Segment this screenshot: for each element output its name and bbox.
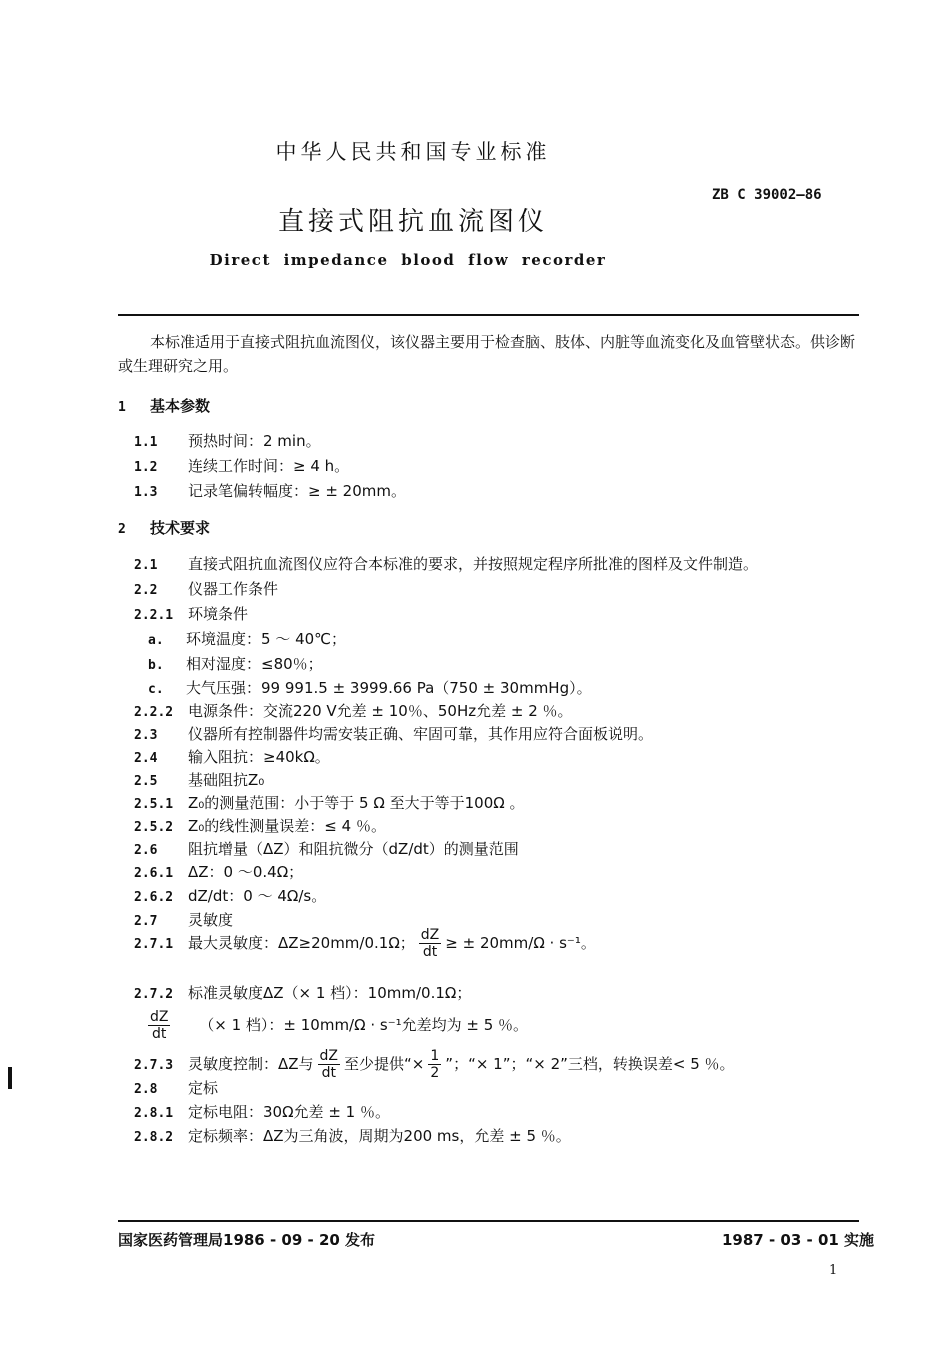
document-title-english: Direct impedance blood flow recorder (209, 251, 607, 269)
clause-number: 2.6.1 (134, 866, 174, 881)
clause-continuation (144, 1007, 528, 1043)
clause-number: 2.8.2 (134, 1130, 174, 1145)
item-text: 环境温度：5 ～ 40℃； (186, 630, 347, 648)
clause-text: 环境条件 (188, 605, 249, 623)
clause-number: 2.4 (134, 751, 158, 766)
section-title: 基本参数 (150, 397, 211, 415)
fraction-dz-dt (318, 1048, 340, 1081)
clause (134, 431, 321, 453)
item-text: 大气压强：99 991.5 ± 3999.66 Pa（750 ± 30mmHg）。 (186, 679, 592, 697)
clause (134, 554, 758, 576)
clause-text: 输入阻抗：≥40kΩ。 (188, 748, 330, 766)
clause-text: Z₀的测量范围：小于等于 5 Ω 至大于等于100Ω 。 (188, 794, 525, 812)
clause (134, 886, 326, 908)
document-title: 直接式阻抗血流图仪 (277, 207, 548, 237)
clause-number: 2.5 (134, 774, 158, 789)
clause-text: Z₀的线性测量误差：≤ 4 ％。 (188, 817, 386, 835)
clause-text: 标准灵敏度ΔZ（× 1 档）：10mm/0.1Ω； (188, 984, 472, 1002)
clause-number: 1.2 (134, 460, 158, 475)
sub-item (148, 629, 346, 651)
clause-text: ”；“× 1”；“× 2”三档，转换误差< 5 ％。 (445, 1055, 735, 1073)
clause-text: 预热时间：2 min。 (188, 432, 321, 450)
clause (134, 579, 278, 601)
clause-text: 基础阻抗Z₀ (188, 771, 265, 789)
clause-number: 2.7 (134, 914, 158, 929)
clause-number: 2.1 (134, 558, 158, 573)
clause (134, 481, 406, 503)
effective-date: 1987 - 03 - 01 实施 (722, 1231, 875, 1249)
section-number: 2 (118, 522, 126, 537)
clause (134, 724, 653, 746)
clause-text: 最大灵敏度：ΔZ≥20mm/0.1Ω； (188, 934, 415, 952)
fraction-numerator: dZ (150, 1009, 169, 1025)
clause-text: ΔZ：0 ～0.4Ω； (188, 863, 304, 881)
clause-number: 1.3 (134, 485, 158, 500)
section-number: 1 (118, 400, 126, 415)
clause (134, 604, 248, 626)
clause-number: 2.5.2 (134, 820, 174, 835)
footer-divider (118, 1220, 859, 1222)
clause (134, 456, 349, 478)
clause-text: 仪器工作条件 (188, 580, 279, 598)
clause (134, 1126, 571, 1148)
clause-number: 2.2.1 (134, 608, 174, 623)
clause (134, 816, 386, 838)
clause-text: 定标频率：ΔZ为三角波，周期为200 ms，允差 ± 5 ％。 (188, 1127, 571, 1145)
clause-number: 2.2.2 (134, 705, 174, 720)
clause-number: 2.8.1 (134, 1106, 174, 1121)
clause-text: 记录笔偏转幅度：≥ ± 20mm。 (188, 482, 406, 500)
fraction-dz-dt (148, 1009, 170, 1042)
standard-type: 中华人民共和国专业标准 (275, 140, 551, 164)
clause-text: ≥ ± 20mm/Ω · s⁻¹。 (445, 934, 596, 952)
scan-edge-mark (8, 1067, 12, 1089)
clause-text: 连续工作时间：≥ 4 h。 (188, 457, 350, 475)
fraction-numerator: dZ (420, 927, 440, 943)
fraction-one-half (428, 1048, 441, 1081)
item-letter: c. (148, 682, 164, 697)
clause-number: 2.6.2 (134, 890, 174, 905)
intro-paragraph: 本标准适用于直接式阻抗血流图仪，该仪器主要用于检查脑、肢体、内脏等血流变化及血管壁状态。供诊断或生理研究之用。 (118, 333, 856, 375)
clause-number: 2.3 (134, 728, 158, 743)
fraction-numerator: 1 (430, 1048, 440, 1064)
clause-number: 2.5.1 (134, 797, 174, 812)
fraction-denominator: dt (152, 1026, 167, 1042)
fraction-dz-dt (419, 927, 441, 960)
clause-text: dZ/dt：0 ～ 4Ω/s。 (188, 887, 327, 905)
clause (134, 983, 471, 1005)
section-heading (118, 518, 210, 540)
clause (134, 770, 264, 792)
clause-text: 定标 (188, 1079, 219, 1097)
clause (134, 1102, 390, 1124)
clause-number: 2.6 (134, 843, 158, 858)
clause (134, 839, 519, 861)
clause-number: 2.7.2 (134, 987, 174, 1002)
fraction-denominator: dt (321, 1065, 336, 1081)
item-letter: a. (148, 633, 164, 648)
section-title: 技术要求 (150, 519, 211, 537)
fraction-numerator: dZ (319, 1048, 339, 1064)
clause (134, 701, 573, 723)
item-letter: b. (148, 658, 164, 673)
item-text: 相对湿度：≤80％； (186, 655, 323, 673)
clause-text: （× 1 档）：± 10mm/Ω · s⁻¹允差均为 ± 5 ％。 (199, 1016, 529, 1034)
clause-text: 电源条件：交流220 V允差 ± 10％、50Hz允差 ± 2 ％。 (188, 702, 573, 720)
clause (134, 1078, 218, 1100)
clause-number: 2.7.3 (134, 1058, 174, 1073)
sub-item (148, 678, 592, 700)
clause-text: 灵敏度 (188, 911, 234, 929)
header-divider (118, 314, 859, 316)
fraction-denominator: 2 (430, 1065, 440, 1081)
clause-text: 定标电阻：30Ω允差 ± 1 ％。 (188, 1103, 390, 1121)
fraction-denominator: dt (422, 944, 438, 960)
clause-number: 2.2 (134, 583, 158, 598)
clause-text: 仪器所有控制器件均需安装正确、牢固可靠，其作用应符合面板说明。 (188, 725, 654, 743)
page-number: 1 (829, 1263, 838, 1278)
clause-number: 2.8 (134, 1082, 158, 1097)
clause-sensitivity-control (134, 1046, 735, 1084)
issue-date: 国家医药管理局1986 - 09 - 20 发布 (118, 1231, 376, 1249)
clause-text: 至少提供“× (344, 1055, 425, 1073)
clause-text: 灵敏度控制：ΔZ与 (188, 1055, 314, 1073)
section-heading (118, 396, 210, 418)
standard-code: ZB C 39002—86 (712, 187, 822, 203)
clause-max-sensitivity (134, 926, 596, 962)
clause (134, 862, 303, 884)
clause-text: 直接式阻抗血流图仪应符合本标准的要求，并按照规定程序所批准的图样及文件制造。 (188, 555, 759, 573)
sub-item (148, 654, 323, 676)
clause-text: 阻抗增量（ΔZ）和阻抗微分（dZ/dt）的测量范围 (188, 840, 519, 858)
clause-number: 1.1 (134, 435, 158, 450)
clause-number: 2.7.1 (134, 937, 174, 952)
clause (134, 793, 524, 815)
clause (134, 747, 330, 769)
